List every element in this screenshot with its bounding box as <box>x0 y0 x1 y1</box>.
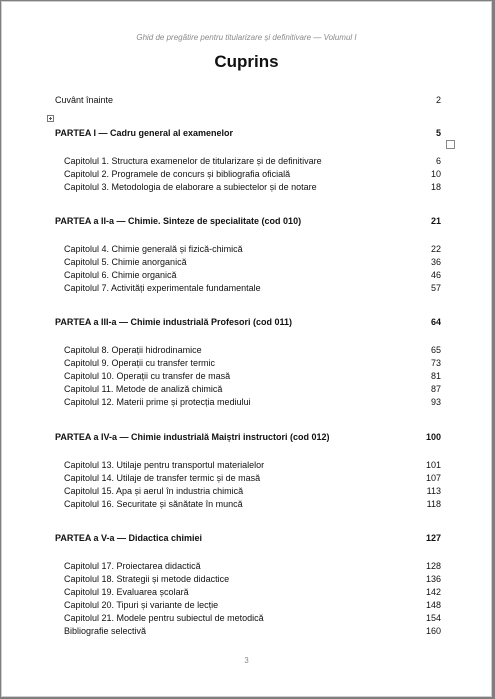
toc-chapter-page: 65 <box>430 345 441 355</box>
toc-chapter-label: Capitolul 19. Evaluarea școlară <box>64 587 189 597</box>
toc-chapter-page: 73 <box>430 358 441 368</box>
toc-chapter-label: Capitolul 13. Utilaje pentru transportul materialelor <box>64 460 265 470</box>
toc-part-page: 21 <box>430 216 441 226</box>
toc-chapter-page: 18 <box>430 182 441 192</box>
toc-chapter-label: Capitolul 14. Utilaje de transfer termic și de masă <box>64 473 261 483</box>
toc-chapter-label: Capitolul 11. Metode de analiză chimică <box>64 384 223 394</box>
toc-chapter[interactable] <box>2 612 491 624</box>
toc-chapter[interactable] <box>2 586 491 598</box>
toc-chapter-page: 46 <box>430 270 441 280</box>
table-move-handle-icon[interactable] <box>47 115 54 122</box>
toc-entry-label: Cuvânt înainte <box>55 95 114 105</box>
toc-chapter-label: Capitolul 17. Proiectarea didactică <box>64 561 201 571</box>
toc-chapter-page: 10 <box>430 169 441 179</box>
toc-part-5[interactable] <box>2 532 491 544</box>
toc-chapter[interactable] <box>2 181 491 193</box>
toc-chapter[interactable] <box>2 459 491 471</box>
toc-chapter-page: 160 <box>425 626 441 636</box>
toc-chapter-page: 101 <box>425 460 441 470</box>
toc-chapter[interactable] <box>2 599 491 611</box>
toc-chapter-label: Capitolul 15. Apa și aerul în industria chimică <box>64 486 244 496</box>
toc-chapter-page: 128 <box>425 561 441 571</box>
toc-chapter-label: Capitolul 2. Programele de concurs și bibliografia oficială <box>64 169 291 179</box>
running-header: Ghid de pregătire pentru titularizare și definitivare — Volumul I <box>136 33 357 42</box>
toc-chapter-page: 148 <box>425 600 441 610</box>
toc-entry-page: 2 <box>435 95 441 105</box>
toc-chapter-label: Capitolul 10. Operații cu transfer de masă <box>64 371 231 381</box>
toc-chapter-label: Capitolul 16. Securitate și sănătate în muncă <box>64 499 243 509</box>
toc-chapter[interactable] <box>2 269 491 281</box>
toc-chapter-page: 87 <box>430 384 441 394</box>
toc-chapter[interactable] <box>2 498 491 510</box>
toc-chapter-label: Capitolul 4. Chimie generală și fizică-chimică <box>64 244 243 254</box>
toc-chapter[interactable] <box>2 243 491 255</box>
toc-part-1[interactable] <box>2 127 491 139</box>
toc-chapter-page: 136 <box>425 574 441 584</box>
toc-chapter-page: 81 <box>430 371 441 381</box>
toc-chapter[interactable] <box>2 625 491 637</box>
toc-chapter-label: Capitolul 9. Operații cu transfer termic <box>64 358 216 368</box>
toc-chapter[interactable] <box>2 573 491 585</box>
toc-chapter[interactable] <box>2 560 491 572</box>
toc-part-label: PARTEA a IV-a — Chimie industrială Maiștri instructori (cod 012) <box>55 432 330 442</box>
toc-chapter[interactable] <box>2 357 491 369</box>
toc-chapter-page: 113 <box>426 486 441 496</box>
toc-chapter-label: Capitolul 3. Metodologia de elaborare a subiectelor și de notare <box>64 182 317 192</box>
page-number: 3 <box>244 656 249 665</box>
toc-part-label: PARTEA a II-a — Chimie. Sinteze de specialitate (cod 010) <box>55 216 302 226</box>
toc-chapter[interactable] <box>2 485 491 497</box>
toc-chapter-label: Capitolul 1. Structura examenelor de titularizare și de definitivare <box>64 156 322 166</box>
toc-chapter-page: 142 <box>425 587 441 597</box>
toc-part-2[interactable] <box>2 215 491 227</box>
toc-chapter-label: Capitolul 8. Operații hidrodinamice <box>64 345 202 355</box>
toc-chapter[interactable] <box>2 370 491 382</box>
toc-chapter-page: 57 <box>430 283 441 293</box>
toc-part-4[interactable] <box>2 431 491 443</box>
toc-chapter-label: Capitolul 21. Modele pentru subiectul de metodică <box>64 613 264 623</box>
toc-chapter[interactable] <box>2 168 491 180</box>
toc-chapter-page: 107 <box>425 473 441 483</box>
toc-chapter-label: Capitolul 5. Chimie anorganică <box>64 257 187 267</box>
document-page <box>1 1 492 697</box>
toc-part-label: PARTEA a V-a — Didactica chimiei <box>55 533 203 543</box>
toc-part-page: 100 <box>425 432 441 442</box>
toc-part-page: 64 <box>430 317 441 327</box>
toc-chapter[interactable] <box>2 155 491 167</box>
toc-chapter-label: Capitolul 18. Strategii și metode didactice <box>64 574 230 584</box>
page-title: Cuprins <box>214 52 279 71</box>
toc-chapter-label: Bibliografie selectivă <box>64 626 147 636</box>
toc-part-page: 5 <box>435 128 441 138</box>
toc-chapter[interactable] <box>2 282 491 294</box>
toc-chapter-page: 36 <box>430 257 441 267</box>
toc-part-3[interactable] <box>2 316 491 328</box>
toc-entry-intro[interactable] <box>2 94 491 106</box>
toc-chapter[interactable] <box>2 344 491 356</box>
toc-chapter-page: 118 <box>426 499 441 509</box>
toc-chapter[interactable] <box>2 383 491 395</box>
toc-chapter-label: Capitolul 12. Materii prime și protecția mediului <box>64 397 251 407</box>
toc-part-label: PARTEA a III-a — Chimie industrială Profesori (cod 011) <box>55 317 293 327</box>
toc-chapter-label: Capitolul 20. Tipuri și variante de lecție <box>64 600 219 610</box>
toc-part-label: PARTEA I — Cadru general al examenelor <box>55 128 234 138</box>
toc-chapter-page: 93 <box>430 397 441 407</box>
toc-chapter[interactable] <box>2 256 491 268</box>
toc-chapter-page: 154 <box>425 613 441 623</box>
toc-chapter-label: Capitolul 6. Chimie organică <box>64 270 177 280</box>
toc-chapter-label: Capitolul 7. Activități experimentale fundamentale <box>64 283 261 293</box>
toc-chapter[interactable] <box>2 472 491 484</box>
toc-chapter-page: 6 <box>435 156 441 166</box>
checkbox[interactable] <box>446 140 455 149</box>
toc-chapter[interactable] <box>2 396 491 408</box>
toc-chapter-page: 22 <box>430 244 441 254</box>
toc-part-page: 127 <box>425 533 441 543</box>
